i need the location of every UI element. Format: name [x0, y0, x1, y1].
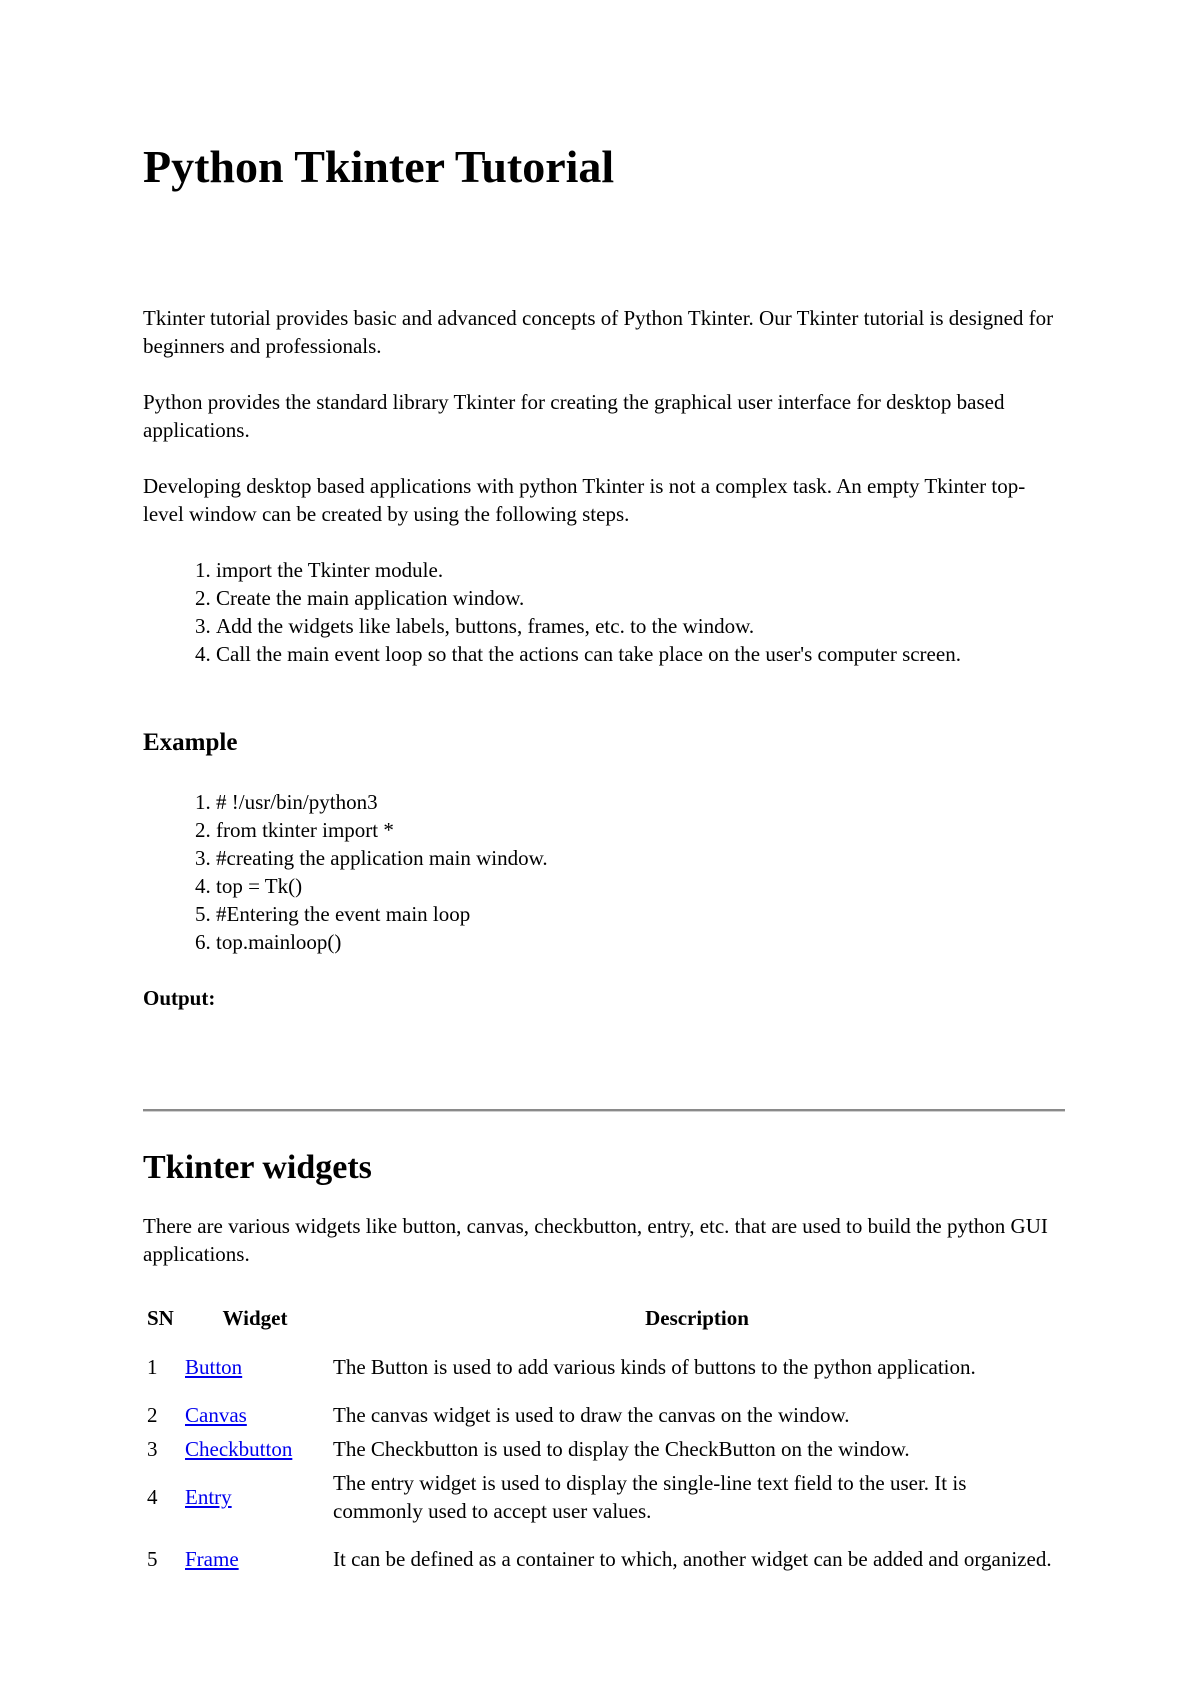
- row-description: It can be defined as a container to which, another widget can be added and organized.: [333, 1547, 1052, 1571]
- column-header-sn: SN: [147, 1306, 174, 1330]
- widget-link-frame[interactable]: Frame: [185, 1547, 239, 1571]
- widget-link-button[interactable]: Button: [185, 1355, 243, 1379]
- intro-paragraph-3: Developing desktop based applications with python Tkinter is not a complex task. An empty Tkinter top-level window can be created by using the following steps.: [143, 474, 1026, 526]
- code-line: 6. top.mainloop(): [216, 928, 1096, 956]
- list-item: 2. Create the main application window.: [216, 584, 1096, 612]
- code-list: [143, 788, 1096, 956]
- code-line: 5. #Entering the event main loop: [216, 900, 1096, 928]
- code-line: 1. # !/usr/bin/python3: [216, 788, 1096, 816]
- table-header-row: [143, 1300, 1065, 1336]
- table-row: [143, 1528, 1065, 1590]
- row-description: The canvas widget is used to draw the canvas on the window.: [333, 1403, 850, 1427]
- table-row: [143, 1336, 1065, 1398]
- example-heading: Example: [143, 729, 238, 756]
- intro-paragraph-2: Python provides the standard library Tkinter for creating the graphical user interface for desktop based applications.: [143, 390, 1005, 442]
- widgets-table: [143, 1300, 1065, 1590]
- widgets-section-title: Tkinter widgets: [143, 1149, 372, 1186]
- output-label: Output:: [143, 986, 216, 1010]
- code-line: 2. from tkinter import *: [216, 816, 1096, 844]
- widget-link-canvas[interactable]: Canvas: [185, 1403, 247, 1427]
- code-line: 3. #creating the application main window.: [216, 844, 1096, 872]
- column-header-description: Description: [645, 1306, 749, 1330]
- widgets-intro: There are various widgets like button, canvas, checkbutton, entry, etc. that are used to build the python GUI applications.: [143, 1214, 1048, 1266]
- row-sn: 4: [147, 1485, 158, 1509]
- row-sn: 5: [147, 1547, 158, 1571]
- widget-link-checkbutton[interactable]: Checkbutton: [185, 1437, 293, 1461]
- list-item: 3. Add the widgets like labels, buttons, frames, etc. to the window.: [216, 612, 1096, 640]
- row-sn: 3: [147, 1437, 158, 1461]
- row-sn: 1: [147, 1355, 158, 1379]
- row-description: The Button is used to add various kinds of buttons to the python application.: [333, 1355, 976, 1379]
- steps-list: [143, 556, 1096, 668]
- row-description: The Checkbutton is used to display the CheckButton on the window.: [333, 1437, 910, 1461]
- table-row: [143, 1466, 1065, 1528]
- intro-paragraph-1: Tkinter tutorial provides basic and advanced concepts of Python Tkinter. Our Tkinter tutorial is designed for beginners and professionals.: [143, 306, 1054, 358]
- section-divider: [143, 1109, 1065, 1112]
- table-row: [143, 1432, 1065, 1466]
- code-line: 4. top = Tk(): [216, 872, 1096, 900]
- table-row: [143, 1398, 1065, 1432]
- row-sn: 2: [147, 1403, 158, 1427]
- list-item: 1. import the Tkinter module.: [216, 556, 1096, 584]
- column-header-widget: Widget: [222, 1306, 288, 1330]
- widget-link-entry[interactable]: Entry: [185, 1485, 232, 1509]
- row-description: The entry widget is used to display the single-line text field to the user. It is commonly used to accept user values.: [333, 1471, 967, 1523]
- page-title: Python Tkinter Tutorial: [143, 141, 615, 192]
- list-item: 4. Call the main event loop so that the actions can take place on the user's computer screen.: [216, 640, 1096, 668]
